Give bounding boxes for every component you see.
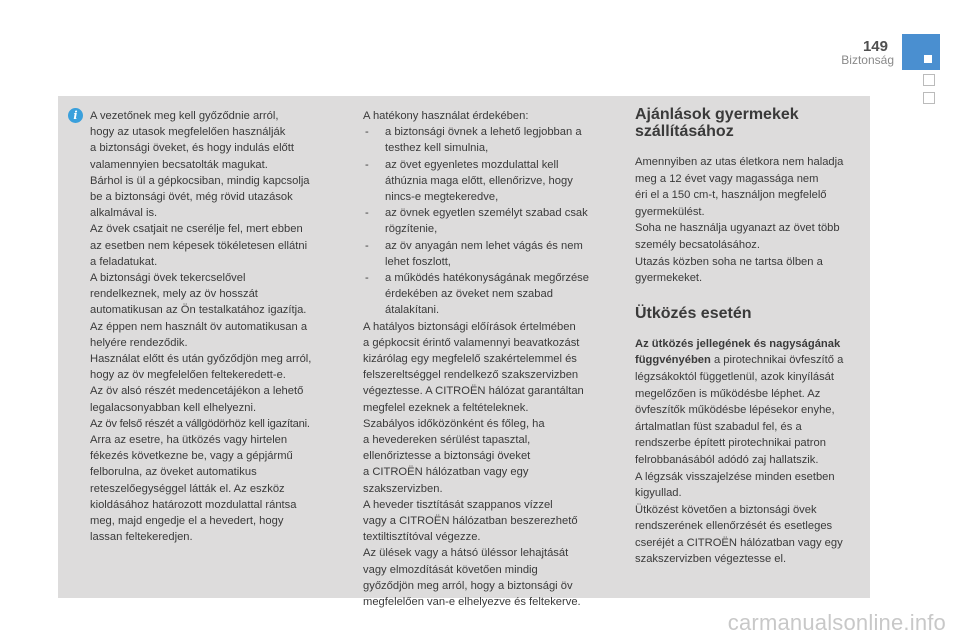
text-line: valamennyien becsatolták magukat. bbox=[90, 158, 268, 171]
text-line: Soha ne használja ugyanazt az övet több bbox=[635, 222, 840, 235]
text-line: a működés hatékonyságának megőrzése bbox=[385, 272, 589, 285]
text-line: megfelel ezeknek a feltételeknek. bbox=[363, 401, 529, 414]
text-line: A biztonsági övek tekercselővel bbox=[90, 272, 246, 285]
text-line: A hatályos biztonsági előírások értelmében bbox=[363, 320, 576, 333]
text-line: végeztesse. A CITROËN hálózat garantáltan bbox=[363, 385, 584, 398]
text-line: Utazás közben soha ne tartsa ölben a bbox=[635, 255, 823, 268]
text-line: Használat előtt és után győződjön meg arról, bbox=[90, 353, 312, 366]
text-line: legalacsonyabban kell elhelyezni. bbox=[90, 401, 257, 414]
page-number: 149 bbox=[862, 38, 888, 55]
text-line: megelőzően is működésbe léphet. Az bbox=[635, 387, 821, 400]
heading-line: szállításához bbox=[635, 123, 734, 140]
text-line: vagy a CITROËN hálózatban beszerezhető bbox=[363, 515, 578, 528]
list-dash: - bbox=[365, 239, 369, 252]
text-run: a pirotechnikai övfeszítő a bbox=[710, 354, 844, 367]
middle-column bbox=[363, 108, 613, 610]
text-line: textiltisztítóval végezze. bbox=[363, 531, 481, 544]
text-line: hogy az utasok megfelelően használják bbox=[90, 126, 286, 139]
text-line: gyermekeket. bbox=[635, 272, 703, 285]
section-label: Biztonság bbox=[841, 53, 894, 67]
text-line: légzsákoktól függetlenül, azok kinyílását bbox=[635, 370, 835, 383]
text-line: rendszerének ellenőrzését és esetleges bbox=[635, 520, 833, 533]
text-line: az övet egyenletes mozdulattal kell bbox=[385, 158, 559, 171]
bold-lead: függvényében bbox=[635, 354, 711, 367]
text-line: az esetben nem képesek tökéletesen ellátni bbox=[90, 239, 308, 252]
watermark: carmanualsonline.info bbox=[727, 610, 946, 635]
section-heading-children bbox=[635, 106, 865, 140]
text-line: rendelkeznek, mely az öv hosszát bbox=[90, 288, 258, 301]
text-line: kizárólag egy megfelelő szakértelemmel és bbox=[363, 353, 577, 366]
text-line: éri el a 150 cm-t, használjon megfelelő bbox=[635, 189, 827, 202]
text-line: kioldásához határozott mozdulattal rántsa bbox=[90, 498, 297, 511]
left-column bbox=[90, 108, 356, 545]
text-line: Ütközést követően a biztonsági övek bbox=[635, 503, 817, 516]
text-line: a feladatukat. bbox=[90, 255, 158, 268]
text-line: hogy az öv megfelelően feltekeredett-e. bbox=[90, 369, 286, 382]
text-line: a CITROËN hálózatban vagy egy bbox=[363, 466, 529, 479]
text-line: Bárhol is ül a gépkocsiban, mindig kapcsolja bbox=[90, 174, 310, 187]
list-dash: - bbox=[365, 158, 369, 171]
text-line: Az öv alsó részét medencetájékon a lehető bbox=[90, 385, 304, 398]
text-line: felborulna, az öveket automatikus bbox=[90, 466, 257, 479]
text-line: nincs-e megtekeredve, bbox=[385, 191, 499, 204]
text-line: rendszerbe épített pirotechnikai patron bbox=[635, 437, 826, 450]
text-line: testhez kell simulnia, bbox=[385, 142, 489, 155]
text-line: reteszelőegységgel látták el. Az eszköz bbox=[90, 482, 285, 495]
list-intro: A hatékony használat érdekében: bbox=[363, 110, 529, 122]
text-line: rögzítenie, bbox=[385, 223, 438, 236]
text-line: be a biztonsági övét, még rövid utazások bbox=[90, 191, 293, 204]
text-line: A légzsák visszajelzése minden esetben bbox=[635, 470, 835, 483]
text-line: A heveder tisztítását szappanos vízzel bbox=[363, 498, 553, 511]
text-line: az övnek egyetlen személyt szabad csak bbox=[385, 207, 588, 220]
text-line: a gépkocsit érintő valamennyi beavatkozást bbox=[363, 336, 580, 349]
text-line: Az övek csatjait ne cserélje fel, mert ebben bbox=[90, 223, 303, 236]
text-line: övfeszítők működésbe lépésekor enyhe, bbox=[635, 404, 835, 417]
chapter-tab-outline bbox=[923, 92, 935, 104]
list-item bbox=[363, 205, 613, 237]
text-line: szakszervizben. bbox=[363, 482, 443, 495]
text-line: érdekében az öveket nem szabad bbox=[385, 288, 553, 301]
text-line: megfelelően van-e elhelyezve és feltekerve. bbox=[363, 596, 581, 609]
chapter-tab-outline bbox=[923, 74, 935, 86]
text-line: lehet foszlott, bbox=[385, 255, 451, 268]
list-dash: - bbox=[365, 126, 369, 139]
text-line: a biztonsági övnek a lehető legjobban a bbox=[385, 126, 582, 139]
text-line: ártalmatlan füst szabadul fel, és a bbox=[635, 420, 802, 433]
list-item bbox=[363, 238, 613, 270]
text-line: Az ütközés jellegének és nagyságának bbox=[635, 337, 841, 350]
text-line: Az ülések vagy a hátsó üléssor lehajtását bbox=[363, 547, 569, 560]
info-icon: i bbox=[68, 108, 83, 123]
right-column bbox=[635, 106, 865, 568]
text-line: kigyullad. bbox=[635, 487, 682, 500]
text-line: lassan feltekeredjen. bbox=[90, 531, 193, 544]
text-line: Amennyiben az utas életkora nem haladja bbox=[635, 156, 844, 168]
text-line: Az öv felső részét a vállgödörhöz kell igazítani. bbox=[90, 417, 310, 430]
text-line: ellenőriztesse a biztonsági öveket bbox=[363, 450, 531, 463]
list-item bbox=[363, 270, 613, 319]
square-icon bbox=[924, 55, 932, 63]
text-line: helyére rendeződik. bbox=[90, 336, 188, 349]
text-line: győződjön meg arról, hogy a biztonsági öv bbox=[363, 579, 573, 592]
text-line: gyermekülést. bbox=[635, 205, 705, 218]
list-item bbox=[363, 124, 613, 156]
list-item bbox=[363, 157, 613, 206]
text-line: automatikusan az Ön testalkatához igazítja. bbox=[90, 304, 307, 317]
text-line: cseréjét a CITROËN hálózatban vagy egy bbox=[635, 536, 843, 549]
text-line: átalakítani. bbox=[385, 304, 440, 317]
text-line: vagy elmozdítását követően mindig bbox=[363, 563, 538, 576]
text-line: Arra az esetre, ha ütközés vagy hirtelen bbox=[90, 434, 288, 447]
text-line: felrobbanásából adódó zaj hallatszik. bbox=[635, 453, 819, 466]
chapter-tab-active bbox=[902, 34, 940, 70]
text-line: a biztonsági öveket, és hogy indulás előtt bbox=[90, 142, 294, 155]
text-line: fékezés következne be, vagy a gépjármű bbox=[90, 450, 293, 463]
text-line: személy becsatolásához. bbox=[635, 238, 760, 251]
list-dash: - bbox=[365, 207, 369, 220]
text-line: alkalmával is. bbox=[90, 207, 158, 220]
list-dash: - bbox=[365, 272, 369, 285]
section-heading-collision: Ütközés esetén bbox=[635, 304, 752, 322]
text-line: az öv anyagán nem lehet vágás és nem bbox=[385, 239, 583, 252]
text-line bbox=[635, 352, 865, 369]
text-line: meg a 12 évet vagy magassága nem bbox=[635, 172, 819, 185]
text-line: Az éppen nem használt öv automatikusan a bbox=[90, 320, 308, 333]
text-line: meg, majd engedje el a hevedert, hogy bbox=[90, 515, 284, 528]
text-line: A vezetőnek meg kell győződnie arról, bbox=[90, 110, 279, 122]
heading-line: Ajánlások gyermekek bbox=[635, 106, 799, 123]
text-line: Szabályos időközönként és főleg, ha bbox=[363, 417, 545, 430]
text-line: áthúznia maga előtt, ellenőrizve, hogy bbox=[385, 174, 573, 187]
text-line: szakszervizben végeztesse el. bbox=[635, 553, 787, 566]
text-line: a hevedereken sérülést tapasztal, bbox=[363, 434, 531, 447]
text-line: felszereltséggel rendelkező szakszervizben bbox=[363, 369, 579, 382]
